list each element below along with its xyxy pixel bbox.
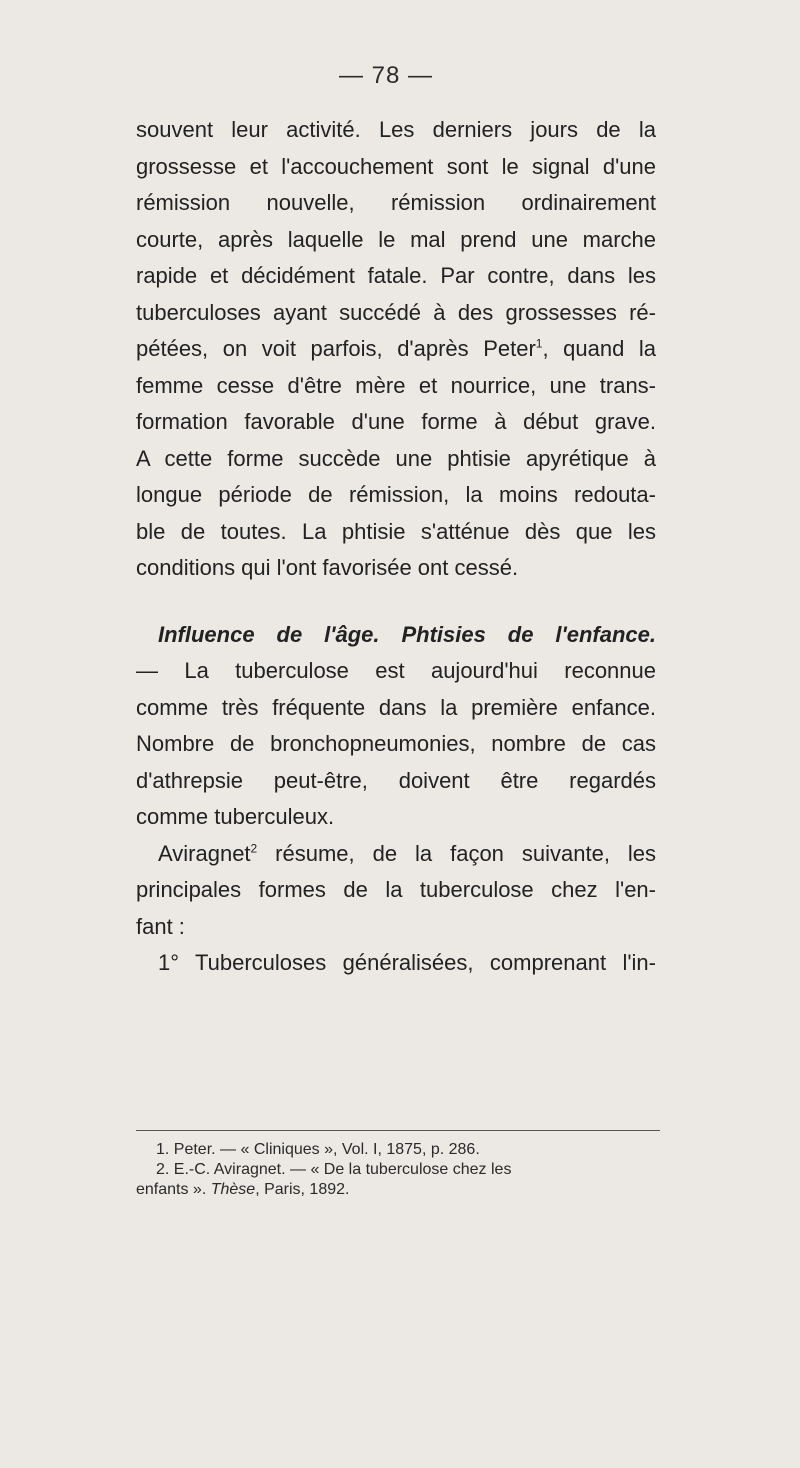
text-line-part: Aviragnet (158, 840, 251, 866)
section-heading: Influence de l'âge. Phtisies de l'enfance. (158, 621, 656, 647)
text-line-part: , quand la (542, 336, 656, 361)
page-number: — 78 — (338, 62, 434, 89)
text-line: principales formes de la tuberculose chez l'en- (136, 877, 656, 902)
text-line (136, 331, 656, 368)
paragraph-aviragnet (136, 836, 656, 946)
text-line-part: résume, de la façon suivante, les (257, 840, 656, 866)
text-line: A cette forme succède une phtisie apyrétique à (136, 445, 656, 471)
text-line (136, 945, 656, 982)
footnote-divider (136, 1130, 660, 1131)
footnotes (136, 1140, 660, 1200)
text-line: souvent leur activité. Les derniers jours de la (136, 117, 656, 142)
footnote-2: 2. E.-C. Aviragnet. — « De la tuberculose chez les (156, 1161, 512, 1178)
footnote-1: 1. Peter. — « Cliniques », Vol. I, 1875, p. 286. (156, 1141, 480, 1158)
text-line: courte, après laquelle le mal prend une marche (136, 226, 656, 252)
text-line: comme très fréquente dans la première enfance. (136, 694, 656, 720)
text-line: rapide et décidément fatale. Par contre, dans les (136, 263, 656, 288)
text-line: fant : (136, 913, 185, 939)
text-line: rémission nouvelle, rémission ordinairement (136, 190, 656, 215)
text-line: Nombre de bronchopneumonies, nombre de cas (136, 731, 656, 756)
paragraph-list-item-1 (136, 945, 656, 982)
text-line (136, 617, 656, 654)
text-line: longue période de rémission, la moins redouta- (136, 482, 656, 507)
text-line: formation favorable d'une forme à début grave. (136, 409, 656, 434)
body-text (136, 112, 656, 982)
text-line: femme cesse d'être mère et nourrice, une trans- (136, 372, 656, 398)
paragraph-pregnancy (136, 112, 656, 587)
text-line: ble de toutes. La phtisie s'atténue dès que les (136, 518, 656, 544)
paragraph-childhood (136, 617, 656, 836)
footnote-2-continued (136, 1180, 660, 1200)
footnote-part: enfants ». (136, 1181, 211, 1198)
footnote-italic: Thèse (210, 1181, 256, 1198)
text-line-part: 1° Tuberculoses généralisées, comprenant l'in- (158, 950, 656, 975)
text-line: comme tuberculeux. (136, 804, 335, 829)
text-line (136, 836, 656, 873)
footnote-part: , Paris, 1892. (255, 1181, 350, 1198)
footnote-ref-2: 2 (250, 841, 258, 856)
text-line: — La tuberculose est aujourd'hui reconnue (136, 658, 656, 683)
text-line: d'athrepsie peut-être, doivent être regardés (136, 767, 656, 793)
footnote-ref-1: 1 (535, 336, 543, 351)
text-line: tuberculoses ayant succédé à des grossesses ré- (136, 299, 656, 325)
text-line: conditions qui l'ont favorisée ont cessé. (136, 555, 519, 580)
text-line-part: pétées, on voit parfois, d'après Peter (136, 336, 536, 361)
text-line: grossesse et l'accouchement sont le signal d'une (136, 153, 656, 179)
